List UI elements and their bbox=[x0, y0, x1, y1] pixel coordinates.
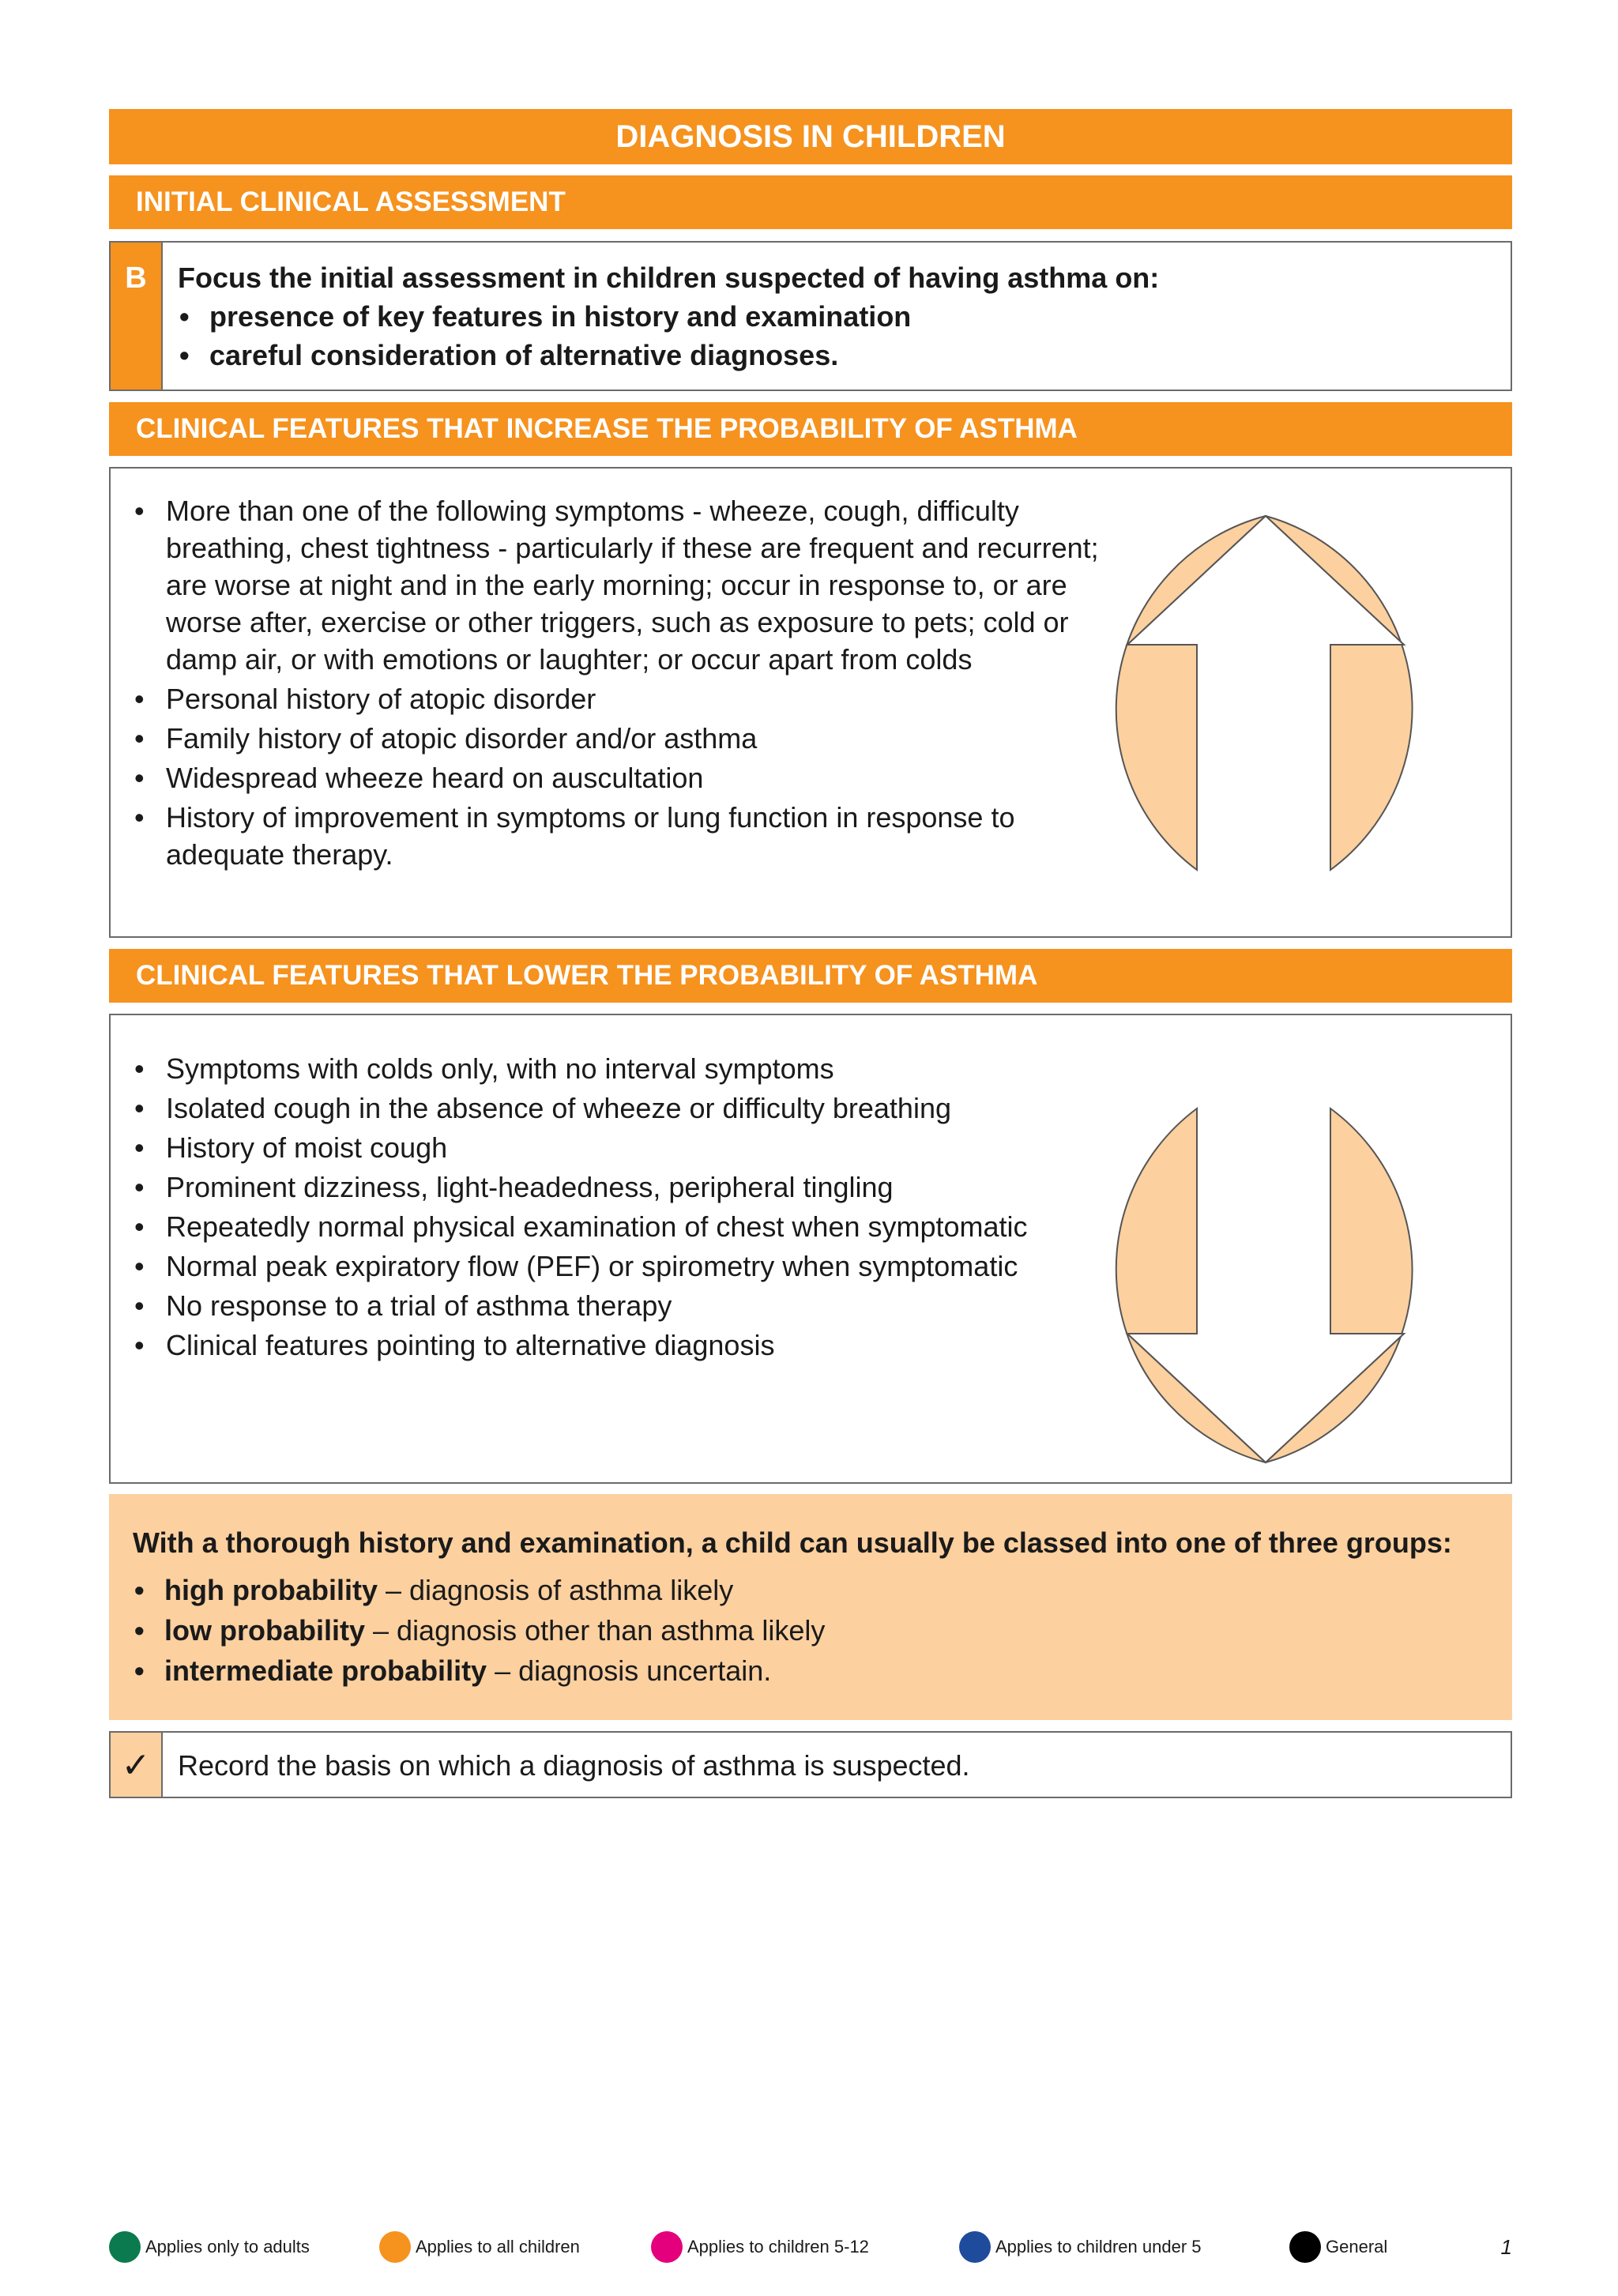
list-item: • No response to a trial of asthma therapy bbox=[166, 1287, 1082, 1324]
lower-features-box bbox=[109, 1014, 1512, 1484]
recommendation-statement: Focus the initial assessment in children suspected of having asthma on: bbox=[178, 262, 1160, 294]
list-item: • Clinical features pointing to alternative diagnosis bbox=[166, 1327, 1082, 1364]
group-description: – diagnosis other than asthma likely bbox=[365, 1614, 826, 1647]
legend-item-general bbox=[1289, 2230, 1387, 2264]
list-item: • careful consideration of alternative diagnoses. bbox=[209, 336, 1495, 375]
list-item: • History of moist cough bbox=[166, 1129, 1082, 1166]
lower-features-list bbox=[166, 1050, 1082, 1366]
list-item: • Prominent dizziness, light-headedness, peripheral tingling bbox=[166, 1169, 1082, 1206]
group-term: intermediate probability bbox=[164, 1654, 487, 1687]
list-item: • Isolated cough in the absence of wheeze or difficulty breathing bbox=[166, 1090, 1082, 1127]
up-arrow-icon bbox=[1064, 513, 1467, 916]
probability-summary-box bbox=[109, 1494, 1512, 1720]
blue-dot-icon bbox=[959, 2231, 991, 2263]
section-heading-lower: CLINICAL FEATURES THAT LOWER THE PROBABILITY OF ASTHMA bbox=[109, 949, 1512, 1003]
legend-item-children-5-12 bbox=[651, 2230, 869, 2264]
legend-label: General bbox=[1326, 2237, 1388, 2256]
group-description: – diagnosis of asthma likely bbox=[377, 1574, 734, 1606]
recommendation-text bbox=[178, 258, 1495, 375]
legend-item-all-children bbox=[379, 2230, 580, 2264]
increase-features-box bbox=[109, 467, 1512, 938]
recommendation-box bbox=[109, 241, 1512, 391]
list-item bbox=[164, 1570, 1512, 1610]
list-item: • Widespread wheeze heard on auscultation bbox=[166, 759, 1130, 796]
list-item bbox=[164, 1650, 1512, 1691]
black-dot-icon bbox=[1289, 2231, 1321, 2263]
list-item: • Normal peak expiratory flow (PEF) or spirometry when symptomatic bbox=[166, 1248, 1082, 1285]
good-practice-point-box bbox=[109, 1731, 1512, 1798]
legend-label: Applies to children under 5 bbox=[995, 2237, 1202, 2256]
good-practice-point-text: Record the basis on which a diagnosis of asthma is suspected. bbox=[178, 1749, 970, 1782]
section-heading-initial-assessment: INITIAL CLINICAL ASSESSMENT bbox=[109, 175, 1512, 229]
list-item: • History of improvement in symptoms or lung function in response to adequate therapy. bbox=[166, 799, 1130, 873]
legend-label: Applies to children 5-12 bbox=[687, 2237, 869, 2256]
magenta-dot-icon bbox=[651, 2231, 683, 2263]
checkmark-icon: ✓ bbox=[111, 1733, 163, 1797]
legend-label: Applies only to adults bbox=[145, 2237, 310, 2256]
grade-badge: B bbox=[111, 243, 163, 390]
list-item: • presence of key features in history and examination bbox=[209, 297, 1495, 336]
probability-groups-list bbox=[133, 1570, 1512, 1691]
group-term: low probability bbox=[164, 1614, 366, 1647]
group-term: high probability bbox=[164, 1574, 378, 1606]
orange-dot-icon bbox=[379, 2231, 411, 2263]
list-item bbox=[164, 1610, 1512, 1650]
group-description: – diagnosis uncertain. bbox=[487, 1654, 772, 1687]
section-heading-increase: CLINICAL FEATURES THAT INCREASE THE PROBABILITY OF ASTHMA bbox=[109, 402, 1512, 456]
page-title: DIAGNOSIS IN CHILDREN bbox=[109, 109, 1512, 164]
page-number: 1 bbox=[1500, 2235, 1512, 2259]
list-item: • Symptoms with colds only, with no interval symptoms bbox=[166, 1050, 1082, 1087]
down-arrow-icon bbox=[1064, 1063, 1467, 1466]
legend-item-children-under-5 bbox=[959, 2230, 1202, 2264]
legend-item-adults bbox=[109, 2230, 310, 2264]
recommendation-bullets bbox=[178, 297, 1495, 375]
increase-features-list bbox=[166, 492, 1130, 875]
list-item: • Repeatedly normal physical examination of chest when symptomatic bbox=[166, 1208, 1082, 1245]
legend-label: Applies to all children bbox=[416, 2237, 580, 2256]
list-item: • Family history of atopic disorder and/or asthma bbox=[166, 720, 1130, 757]
summary-heading: With a thorough history and examination, a child can usually be classed into one of three groups: bbox=[133, 1526, 1452, 1559]
green-dot-icon bbox=[109, 2231, 141, 2263]
list-item: • Personal history of atopic disorder bbox=[166, 680, 1130, 717]
footer-legend bbox=[109, 2230, 1512, 2264]
list-item: • More than one of the following symptoms - wheeze, cough, difficulty breathing, chest tightness - particularly if these are frequent and recurrent; are worse at night and in the early morning; occur in response to, or are worse after, exercise or other triggers, such as exposure to pets; cold or damp air, or with emotions or laughter; or occur apart from colds bbox=[166, 492, 1130, 678]
